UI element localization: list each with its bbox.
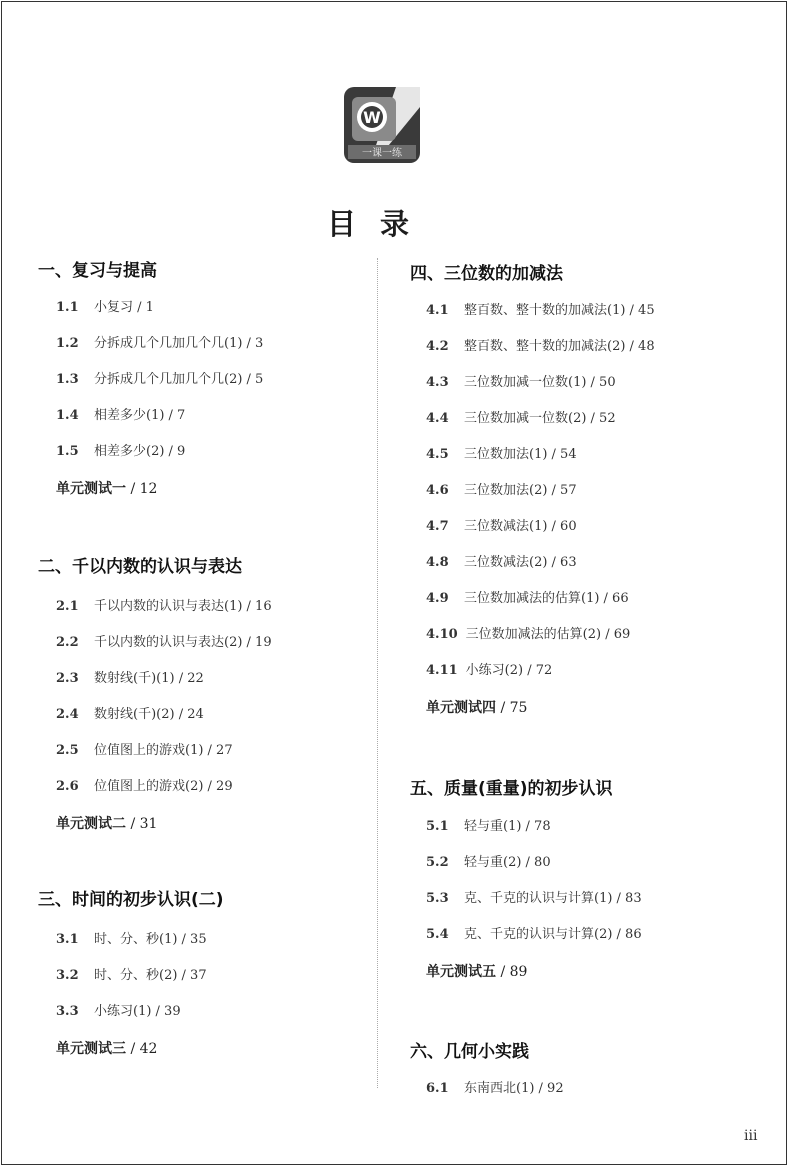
unit-test-entry bbox=[56, 478, 157, 498]
toc-entry bbox=[56, 440, 185, 459]
entry-label: 三位数加法(1) / 54 bbox=[464, 447, 577, 462]
toc-entry bbox=[56, 1000, 181, 1019]
entry-label: 克、千克的认识与计算(1) / 83 bbox=[464, 891, 642, 906]
entry-number: 2.4 bbox=[56, 707, 79, 722]
toc-entry bbox=[426, 407, 616, 426]
entry-label: 克、千克的认识与计算(2) / 86 bbox=[464, 927, 642, 942]
page-border bbox=[1, 1, 787, 1165]
toc-entry bbox=[56, 296, 154, 315]
entry-label: 小练习(1) / 39 bbox=[94, 1004, 181, 1019]
entry-label: 三位数减法(1) / 60 bbox=[464, 519, 577, 534]
svg-text:W: W bbox=[363, 108, 381, 127]
entry-number: 2.1 bbox=[56, 599, 79, 614]
unit-test-entry bbox=[426, 697, 527, 717]
entry-number: 3.3 bbox=[56, 1004, 79, 1019]
unit-test-name: 单元测试二 bbox=[56, 816, 126, 832]
toc-entry bbox=[426, 887, 642, 906]
toc-entry bbox=[56, 964, 207, 983]
entry-label: 时、分、秒(1) / 35 bbox=[94, 932, 207, 947]
entry-label: 三位数加法(2) / 57 bbox=[464, 483, 577, 498]
toc-entry bbox=[56, 928, 207, 947]
toc-entry bbox=[426, 371, 616, 390]
toc-entry bbox=[426, 815, 551, 834]
entry-number: 2.2 bbox=[56, 635, 79, 650]
unit-test-page: / 42 bbox=[126, 1041, 158, 1057]
toc-entry bbox=[56, 775, 233, 794]
entry-label: 分拆成几个几加几个几(2) / 5 bbox=[94, 372, 264, 387]
toc-entry bbox=[426, 479, 577, 498]
logo-text: 一课一练 bbox=[362, 148, 402, 159]
entry-label: 三位数加减法的估算(2) / 69 bbox=[465, 627, 631, 642]
entry-label: 整百数、整十数的加减法(1) / 45 bbox=[464, 303, 655, 318]
unit-test-name: 单元测试四 bbox=[426, 700, 496, 716]
entry-number: 2.3 bbox=[56, 671, 79, 686]
toc-entry bbox=[426, 299, 655, 318]
entry-label: 数射线(千)(1) / 22 bbox=[94, 671, 204, 686]
toc-entry bbox=[426, 587, 629, 606]
entry-number: 3.1 bbox=[56, 932, 79, 947]
entry-number: 4.3 bbox=[426, 375, 449, 390]
entry-label: 数射线(千)(2) / 24 bbox=[94, 707, 204, 722]
entry-label: 东南西北(1) / 92 bbox=[464, 1081, 564, 1096]
entry-number: 1.3 bbox=[56, 372, 79, 387]
toc-entry bbox=[426, 443, 577, 462]
entry-number: 2.6 bbox=[56, 779, 79, 794]
column-divider bbox=[377, 258, 378, 1088]
entry-number: 3.2 bbox=[56, 968, 79, 983]
entry-label: 位值图上的游戏(2) / 29 bbox=[94, 779, 233, 794]
unit-test-entry bbox=[56, 1038, 157, 1058]
toc-entry bbox=[426, 515, 577, 534]
toc-entry bbox=[56, 667, 204, 686]
book-logo bbox=[344, 87, 420, 163]
entry-number: 1.5 bbox=[56, 444, 79, 459]
toc-entry bbox=[426, 623, 630, 642]
entry-label: 千以内数的认识与表达(2) / 19 bbox=[94, 635, 272, 650]
entry-label: 轻与重(2) / 80 bbox=[464, 855, 551, 870]
unit-test-name: 单元测试一 bbox=[56, 481, 126, 497]
toc-entry bbox=[426, 335, 655, 354]
entry-number: 6.1 bbox=[426, 1081, 449, 1096]
entry-label: 整百数、整十数的加减法(2) / 48 bbox=[464, 339, 655, 354]
section-title: 五、质量(重量)的初步认识 bbox=[410, 779, 613, 799]
toc-entry bbox=[426, 1077, 564, 1096]
entry-number: 4.10 bbox=[426, 627, 458, 642]
entry-number: 4.9 bbox=[426, 591, 449, 606]
unit-test-name: 单元测试五 bbox=[426, 964, 496, 980]
section-title: 一、复习与提高 bbox=[38, 261, 157, 281]
page-title: 目录 bbox=[326, 207, 433, 241]
entry-label: 轻与重(1) / 78 bbox=[464, 819, 551, 834]
entry-label: 小练习(2) / 72 bbox=[465, 663, 553, 678]
section-title: 四、三位数的加减法 bbox=[410, 264, 563, 284]
toc-entry bbox=[56, 595, 272, 614]
entry-label: 分拆成几个几加几个几(1) / 3 bbox=[94, 336, 264, 351]
toc-entry bbox=[56, 368, 263, 387]
toc-entry bbox=[426, 851, 551, 870]
entry-number: 4.6 bbox=[426, 483, 449, 498]
entry-number: 5.4 bbox=[426, 927, 449, 942]
entry-number: 4.1 bbox=[426, 303, 449, 318]
entry-label: 三位数加减一位数(1) / 50 bbox=[464, 375, 616, 390]
toc-entry bbox=[56, 703, 204, 722]
unit-test-page: / 12 bbox=[126, 481, 158, 497]
unit-test-page: / 31 bbox=[126, 816, 158, 832]
entry-number: 4.7 bbox=[426, 519, 449, 534]
entry-label: 相差多少(2) / 9 bbox=[94, 444, 186, 459]
entry-number: 2.5 bbox=[56, 743, 79, 758]
entry-number: 5.1 bbox=[426, 819, 449, 834]
entry-label: 相差多少(1) / 7 bbox=[94, 408, 186, 423]
entry-number: 1.1 bbox=[56, 300, 79, 315]
entry-number: 4.2 bbox=[426, 339, 449, 354]
entry-number: 4.11 bbox=[426, 663, 458, 678]
toc-entry bbox=[56, 332, 263, 351]
section-title: 三、时间的初步认识(二) bbox=[38, 890, 224, 910]
toc-entry bbox=[56, 739, 233, 758]
entry-number: 4.4 bbox=[426, 411, 449, 426]
unit-test-page: / 75 bbox=[496, 700, 528, 716]
page-number: iii bbox=[744, 1128, 758, 1144]
unit-test-page: / 89 bbox=[496, 964, 528, 980]
entry-number: 5.3 bbox=[426, 891, 449, 906]
unit-test-name: 单元测试三 bbox=[56, 1041, 126, 1057]
toc-entry bbox=[426, 923, 642, 942]
entry-label: 三位数加减一位数(2) / 52 bbox=[464, 411, 616, 426]
entry-number: 1.2 bbox=[56, 336, 79, 351]
section-title: 六、几何小实践 bbox=[410, 1042, 529, 1062]
entry-label: 时、分、秒(2) / 37 bbox=[94, 968, 207, 983]
section-title: 二、千以内数的认识与表达 bbox=[38, 557, 242, 577]
entry-number: 5.2 bbox=[426, 855, 449, 870]
toc-entry bbox=[426, 551, 577, 570]
toc-entry bbox=[56, 404, 185, 423]
entry-label: 三位数减法(2) / 63 bbox=[464, 555, 577, 570]
entry-label: 三位数加减法的估算(1) / 66 bbox=[464, 591, 629, 606]
entry-number: 4.8 bbox=[426, 555, 449, 570]
toc-entry bbox=[426, 659, 552, 678]
unit-test-entry bbox=[56, 813, 157, 833]
unit-test-entry bbox=[426, 961, 527, 981]
entry-label: 千以内数的认识与表达(1) / 16 bbox=[94, 599, 272, 614]
toc-entry bbox=[56, 631, 272, 650]
entry-number: 1.4 bbox=[56, 408, 79, 423]
entry-label: 位值图上的游戏(1) / 27 bbox=[94, 743, 233, 758]
entry-number: 4.5 bbox=[426, 447, 449, 462]
entry-label: 小复习 / 1 bbox=[94, 300, 154, 315]
